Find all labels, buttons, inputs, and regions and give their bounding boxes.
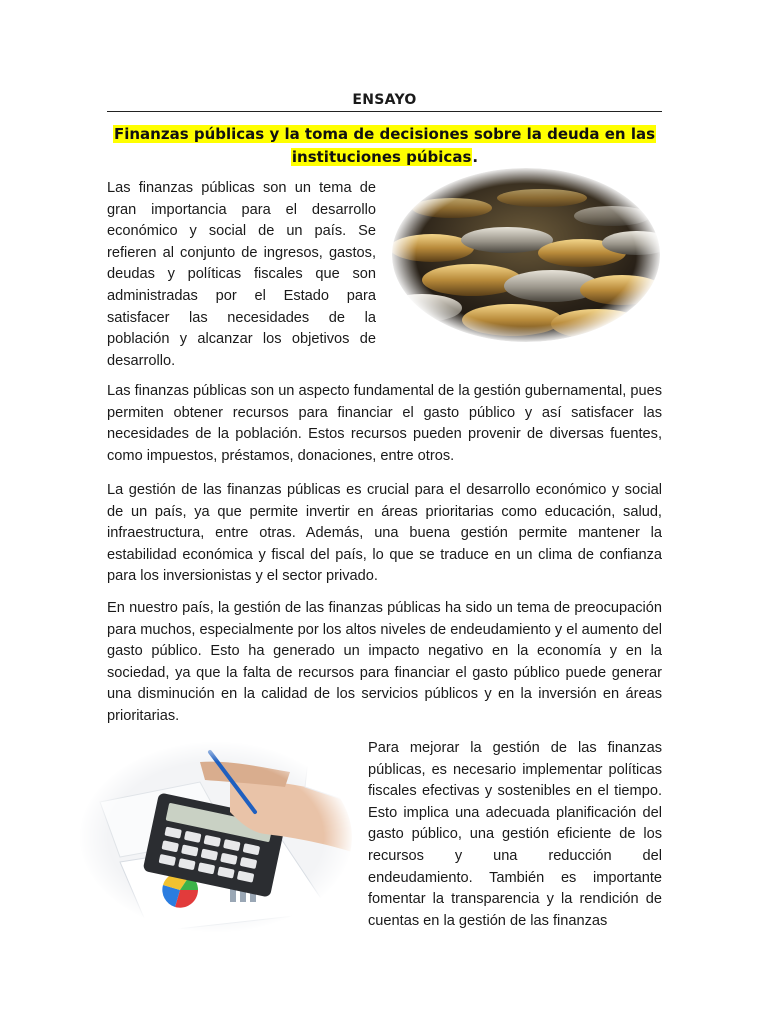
coins-photo: [392, 168, 660, 342]
title-period: .: [472, 148, 479, 166]
calculator-photo: [80, 742, 352, 932]
heading-divider: [107, 111, 662, 112]
document-heading: ENSAYO: [352, 92, 417, 108]
paragraph-2: Las finanzas públicas son un aspecto fundamental de la gestión gubernamental, pues permiten obtener recursos para financiar el gasto público y así satisfacer las necesidades de la población. Estos recursos pueden provenir de diversas fuentes, como impuestos, préstamos, donaciones, entre otros.: [107, 383, 662, 464]
paragraph-4: En nuestro país, la gestión de las finanzas públicas ha sido un tema de preocupación para muchos, especialmente por los altos niveles de endeudamiento y el aumento del gasto público. Esto ha generado un impacto negativo en la economía y en la sociedad, ya que la falta de recursos para financiar el gasto público puede generar una disminución en la calidad de los servicios públicos y en la inversión en áreas prioritarias.: [107, 600, 662, 724]
title-highlight-line2: instituciones púbicas: [291, 148, 472, 166]
document-title: [107, 123, 662, 169]
paragraph-5: Para mejorar la gestión de las finanzas públicas, es necesario implementar políticas fiscales efectivas y sostenibles en el tiempo. Esto implica una adecuada planificación del gasto público, una gestión eficiente de los recursos y una reducción del endeudamiento. También es importante fomentar la transparencia y la rendición de cuentas en la gestión de las finanzas: [368, 740, 662, 929]
calculator-illustration: [80, 742, 352, 932]
coins-illustration: [392, 168, 660, 342]
paragraph-1: Las finanzas públicas son un tema de gran importancia para el desarrollo económico y social de un país. Se refieren al conjunto de ingresos, gastos, deudas y políticas fiscales que son administradas por el Estado para satisfacer las necesidades de la población y alcanzar los objetivos de desarrollo.: [107, 180, 376, 369]
paragraph-3: La gestión de las finanzas públicas es crucial para el desarrollo económico y social de un país, ya que permite invertir en áreas prioritarias como educación, salud, infraestructura, entre otras. Además, una buena gestión permite mantener la estabilidad económica y fiscal del país, lo que se traduce en un clima de confianza para los inversionistas y el sector privado.: [107, 482, 662, 585]
title-highlight-line1: Finanzas públicas y la toma de decisiones sobre la deuda en las: [113, 125, 656, 143]
